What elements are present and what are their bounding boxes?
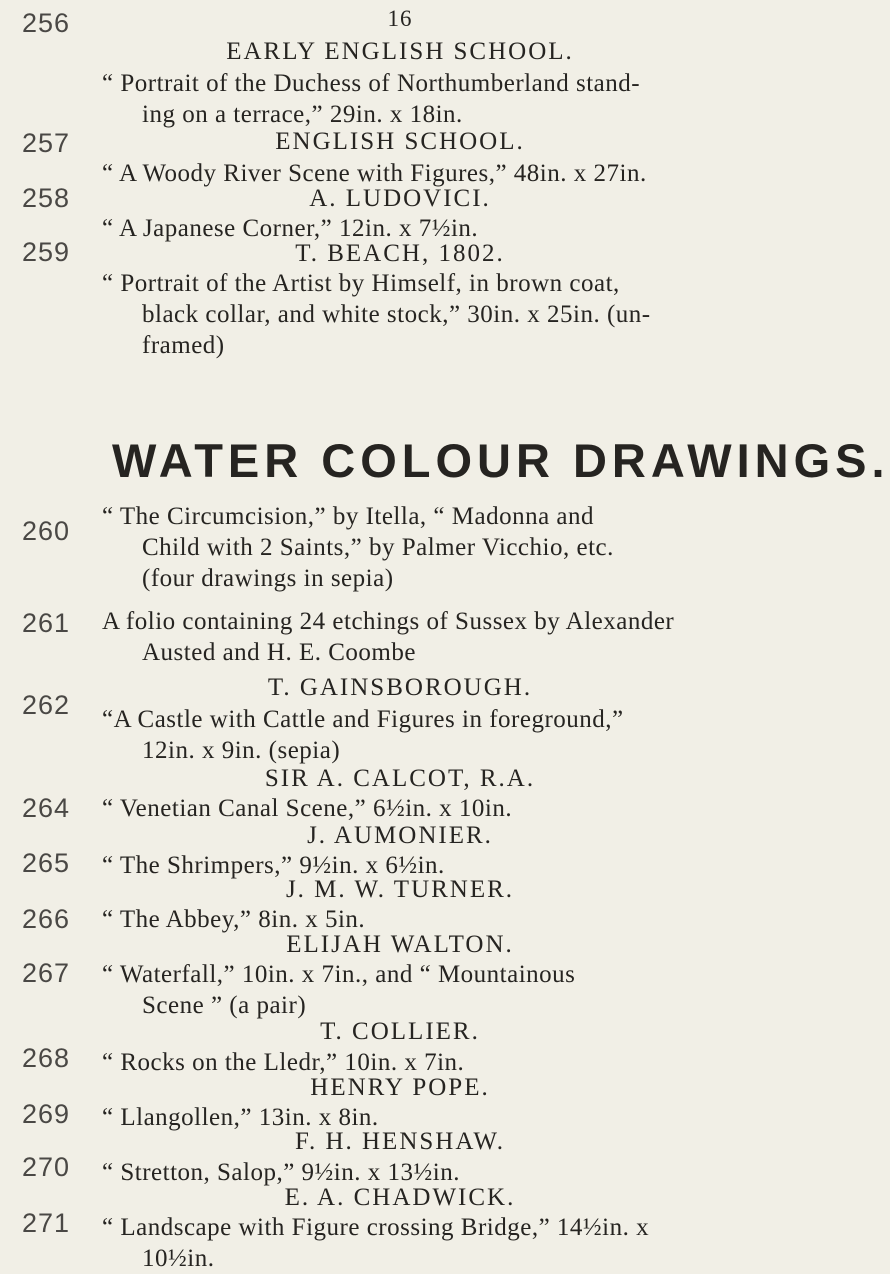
description-line: (four drawings in sepia) (142, 565, 394, 592)
description-line: “ Llangollen,” 13in. x 8in. (102, 1104, 379, 1131)
lot-number: 270 (22, 1152, 71, 1182)
artist-name: J. M. W. TURNER. (285, 876, 515, 903)
description-line: 12in. x 9in. (sepia) (142, 737, 341, 764)
lot-number: 258 (22, 183, 71, 213)
lot-number: 257 (22, 128, 71, 158)
description-line: ing on a terrace,” 29in. x 18in. (142, 101, 463, 128)
description-line: Austed and H. E. Coombe (142, 639, 416, 666)
lot-number: 265 (22, 848, 71, 878)
lot-number: 261 (22, 608, 71, 638)
lot-number: 264 (22, 793, 71, 823)
description-line: “ A Japanese Corner,” 12in. x 7½in. (102, 215, 479, 242)
lot-number: 259 (22, 237, 71, 267)
lot-number: 262 (22, 690, 71, 720)
description-line: “ The Circumcision,” by Itella, “ Madonna and (102, 503, 595, 530)
artist-name: A. LUDOVICI. (309, 185, 491, 212)
description-line: “A Castle with Cattle and Figures in foreground,” (102, 706, 624, 733)
description-line: “ The Abbey,” 8in. x 5in. (102, 906, 366, 933)
description-line: Scene ” (a pair) (142, 992, 307, 1019)
description-line: “ Portrait of the Duchess of Northumberland stand- (102, 70, 641, 97)
description-line: “ Rocks on the Lledr,” 10in. x 7in. (102, 1049, 465, 1076)
artist-name: EARLY ENGLISH SCHOOL. (226, 38, 574, 65)
artist-name: T. BEACH, 1802. (295, 240, 505, 267)
description-line: “ Waterfall,” 10in. x 7in., and “ Mountainous (102, 961, 576, 988)
description-line: black collar, and white stock,” 30in. x 25in. (un- (142, 301, 651, 328)
lot-description (102, 959, 792, 1021)
description-line: “ Venetian Canal Scene,” 6½in. x 10in. (102, 795, 513, 822)
section-heading: WATER COLOUR DRAWINGS. (112, 434, 890, 487)
artist-name: T. GAINSBOROUGH. (267, 674, 533, 701)
artist-name: F. H. HENSHAW. (295, 1128, 505, 1155)
description-line: framed) (142, 332, 225, 359)
description-line: 10½in. (142, 1245, 215, 1272)
description-line: “ Portrait of the Artist by Himself, in brown coat, (102, 270, 620, 297)
artist-name: T. COLLIER. (320, 1018, 480, 1045)
lot-number: 268 (22, 1043, 71, 1073)
description-line: “ Landscape with Figure crossing Bridge,” 14½in. x (102, 1214, 650, 1241)
description-line: “ A Woody River Scene with Figures,” 48in. x 27in. (102, 160, 647, 187)
lot-description (102, 793, 792, 824)
lot-number: 256 (22, 8, 71, 38)
lot-number: 271 (22, 1208, 71, 1238)
lot-number: 269 (22, 1099, 71, 1129)
lot-description (102, 68, 792, 130)
description-line: “ Stretton, Salop,” 9½in. x 13½in. (102, 1159, 460, 1186)
artist-name: HENRY POPE. (310, 1074, 490, 1101)
artist-name: J. AUMONIER. (307, 822, 493, 849)
page-number: 16 (387, 6, 413, 31)
lot-description (102, 1212, 792, 1274)
lot-number: 267 (22, 958, 71, 988)
lot-number: 260 (22, 516, 71, 546)
artist-name: SIR A. CALCOT, R.A. (264, 765, 536, 792)
lot-description (102, 606, 792, 668)
description-line: A folio containing 24 etchings of Sussex by Alexander (102, 608, 675, 635)
artist-name: E. A. CHADWICK. (284, 1184, 516, 1211)
lot-description (102, 704, 792, 766)
lot-number: 266 (22, 904, 71, 934)
description-line: “ The Shrimpers,” 9½in. x 6½in. (102, 852, 445, 879)
description-line: Child with 2 Saints,” by Palmer Vicchio, etc. (142, 534, 614, 561)
lot-description (102, 268, 792, 361)
lot-description (102, 501, 792, 594)
artist-name: ELIJAH WALTON. (286, 931, 514, 958)
artist-name: ENGLISH SCHOOL. (275, 128, 525, 155)
